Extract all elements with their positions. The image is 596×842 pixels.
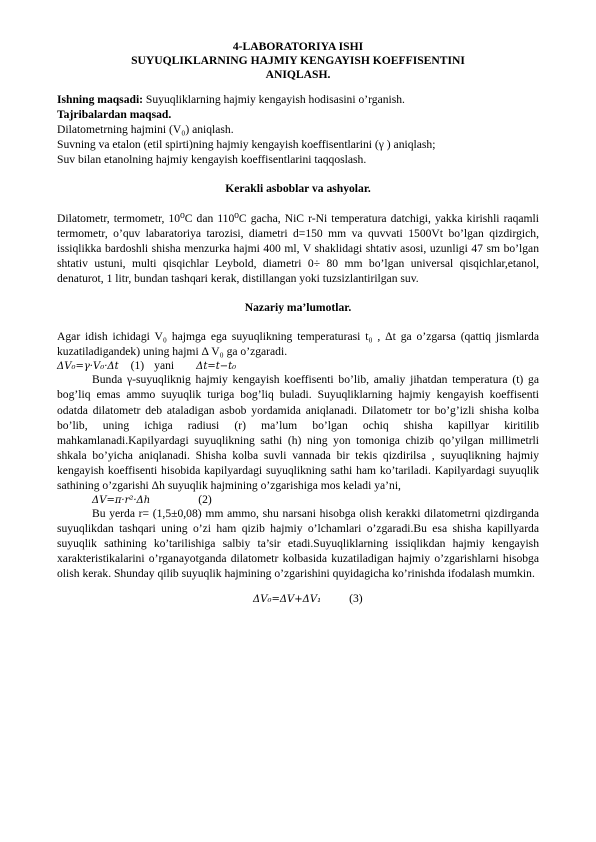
aim-text: Suyuqliklarning hajmiy kengayish hodisasini o’rganish.: [143, 93, 405, 106]
equation-3: ΔV₀=ΔV+ΔV₁: [253, 593, 322, 605]
equation-2-number: (2): [198, 493, 212, 507]
title-line-2: SUYUQLIKLARNING HAJMIY KENGAYISH KOEFFISENTINI: [131, 54, 465, 67]
title-line-1: 4-LABORATORIYA ISHI: [232, 40, 364, 53]
equation-1: ΔV₀=γ·V₀·Δt: [57, 361, 119, 373]
aim-label: Ishning maqsadi:: [57, 93, 144, 106]
equation-1b: Δt=t−t₀: [196, 361, 237, 373]
equation-1-row: [57, 359, 539, 372]
equipment-heading: Kerakli asboblar va ashyolar.: [225, 182, 371, 196]
aim-line-3: Suv bilan etanolning hajmiy kengayish koeffisentlarini taqqoslash.: [57, 153, 367, 167]
equation-2: ΔV=π·r²·Δh: [92, 495, 151, 507]
theory-paragraph-1: Agar idish ichidagi V₀ hajmga ega suyuqlikning temperaturasi t₀ , Δt ga o’zgarsa (qattiq jismlarda kuzatiladigandek) uning hajmi Δ V₀ ga o’zgaradi.: [57, 330, 539, 359]
aim-paragraph: [57, 92, 539, 107]
aim-line-2: Suvning va etalon (etil spirti)ning hajmiy kengayish koeffisentlarini (γ ) aniqlash;: [57, 138, 436, 152]
theory-heading: Nazariy ma’lumotlar.: [244, 301, 352, 315]
aim-line-1: Dilatometrning hajmini (V₀) aniqlash.: [57, 123, 234, 137]
equipment-text: Dilatometr, termometr, 10⁰C dan 110⁰C gacha, NiC r-Ni temperatura datchigi, yakka kirishli raqamli termometr, o’quv labaratoriya tarozisi, diametri d=150 mm va quvvati 1500Vt bo’lgan qizdirgich, issiqlikka bardoshli shisha menzurka hajmi 400 ml, V shaklidagi shtativ asosi, uzunligi 47 sm bo’lgan shtativ ustuni, multi qisqichlar Leybold, diametri 0÷ 80 mm bo’lgan universal qisqichlar,etanol, denaturot, 1 litr, bundan tashqari kerak, distillangan yoki tuzsizlantirilgan suv.: [57, 211, 539, 285]
title-line-3: ANIQLASH.: [265, 68, 331, 81]
equation-1-number: (1): [130, 359, 145, 373]
aim-sub-label: Tajribalardan maqsad.: [57, 108, 172, 122]
theory-paragraph-2: Bunda γ-suyuqliknig hajmiy kengayish koeffisenti bo’lib, amaliy jihatdan temperatura (t) ga bog’liq emas ammo suyuqlik turiga bog’liq buladi. Suyuqliklarning hajmiy kengayish koeffisenti odatda dilatometr deb ataladigan asbob yordamida aniqlanadi. Dilatometr tor bo’g’izli shisha kolba bo’lib, uning ichiga radiusi (r) ma’lum bo’lgan ochiq shisha kapillyar kiritilib mahkamlanadi.Kapilyardagi suyuqlikning sathi (h) ning yon tomoniga chizib qo’yilgan millimetrli shkala bo’yicha aniqlanadi. Shisha kolba suvli vannada bir tekis qizdirilsa , suyuqlikning hajmiy kengayish koeffisenti hisobida kapilyardagi suyuqlikning sathi ham ko’tariladi. Kapilyardagi suyuqlik sathining o’zgarishi Δh suyuqlik hajmining o’zgarishiga mos keladi ya’ni,: [57, 373, 539, 492]
theory-paragraph-3: Bu yerda r= (1,5±0,08) mm ammo, shu narsani hisobga olish kerakki dilatometrni qizdirganda suyuqlikdan tashqari uning o’zi ham qizib hajmiy o’lchamlari o’zgaradi.Bu esa shisha kapillyarda suyuqlik sathining ko’tarilishiga salbiy ta’sir etadi.Suyuqliklarning issiqlikdan hajmiy kengayish xarakteristikalarini o’rganayotganda dilatometr kolbasida kuzatiladigan hajmiy o’zgarishlarni hisobga olish kerak. Shunday qilib suyuqlik hajmining o’zgarishini quyidagicha ko’rinishda ifodalash mumkin.: [57, 507, 539, 581]
document-page: [57, 40, 539, 605]
equation-3-row: [57, 592, 539, 605]
equation-1-yani: yani: [154, 359, 175, 373]
equation-3-number: (3): [349, 591, 363, 605]
equation-2-row: [57, 493, 539, 506]
